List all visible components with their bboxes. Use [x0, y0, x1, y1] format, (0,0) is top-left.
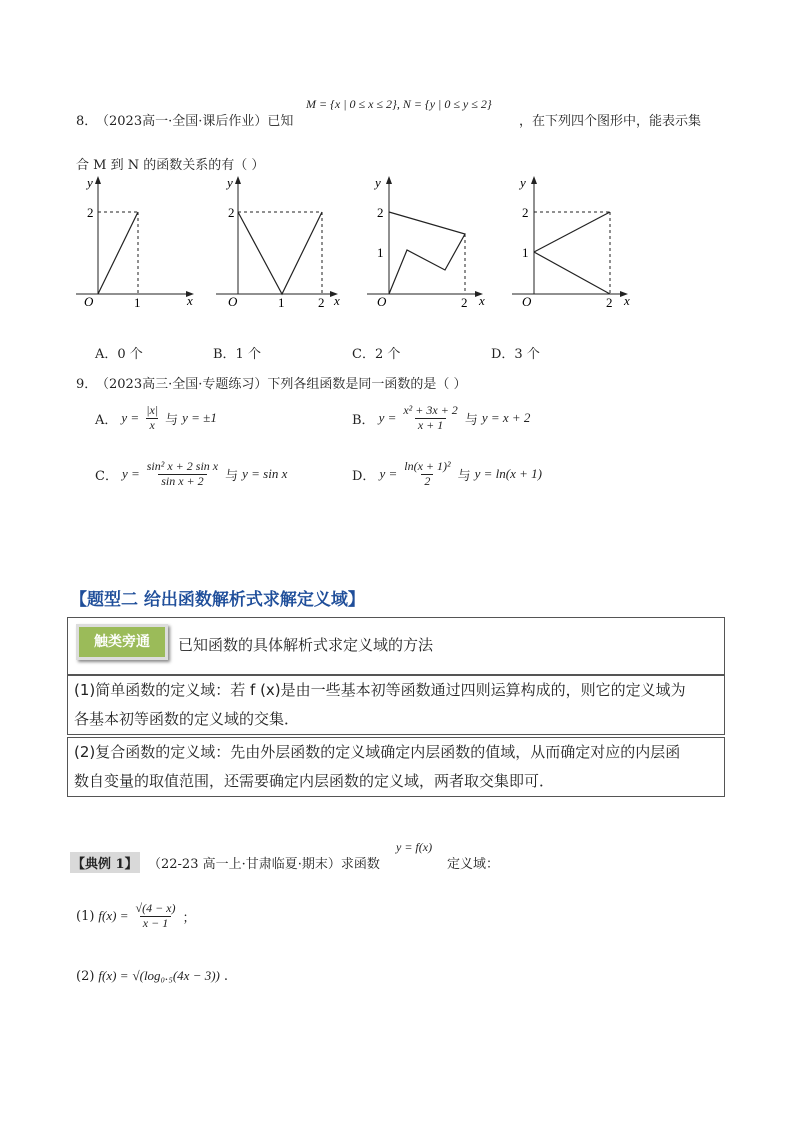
graph-c-origin: O [377, 294, 387, 307]
graph-b-y-label: y [227, 175, 233, 190]
section-title: 【题型二 给出函数解析式求解定义域】 [70, 590, 365, 610]
graph-a-origin: O [84, 294, 94, 307]
graph-d [500, 172, 640, 307]
q9-a-mid: 与 [165, 412, 179, 428]
q9-b-rhs: y = x + 2 [481, 410, 531, 426]
q9-d-mid: 与 [457, 468, 471, 484]
example-part-2 [76, 968, 228, 984]
graph-c-tick-2x: 2 [461, 295, 468, 307]
q9-option-a[interactable] [95, 404, 217, 433]
tip-header-box [67, 617, 725, 675]
q9-b-denominator: x + 1 [415, 418, 446, 433]
example-source: （22-23 高一上·甘肃临夏·期末）求函数 [148, 857, 380, 872]
part1-numerator: √(4 − x) [135, 901, 176, 915]
q9-c-label: C． [95, 468, 118, 484]
tip-paragraph-1 [67, 675, 725, 735]
q8-text-tail: ，在下列四个图形中，能表示集 [519, 114, 702, 129]
q8-source: （2023高一·全国·课后作业）已知 [96, 114, 294, 129]
q8-option-d[interactable]: D．3 个 [491, 347, 540, 362]
graph-a-tick-2: 2 [87, 205, 94, 220]
tip-p2-line1: (2)复合函数的定义域：先由外层函数的定义域确定内层函数的值域，从而确定对应的内层函 [74, 743, 681, 761]
q8-text-line2: 合 M 到 N 的函数关系的有（ ） [76, 158, 265, 173]
q9-option-d[interactable] [352, 460, 542, 489]
tip-paragraph-2 [67, 737, 725, 797]
q9-a-rhs: y = ±1 [182, 410, 217, 426]
part2-expr: √(log₀.₅(4x − 3)) [132, 968, 220, 983]
graph-d-tick-2: 2 [522, 205, 529, 220]
graph-b-x-label: x [334, 293, 340, 307]
graph-c [355, 172, 495, 307]
q9-number: 9． [76, 377, 98, 392]
part2-end: . [223, 968, 229, 984]
q9-option-b[interactable] [352, 404, 530, 433]
part2-label: (2) [76, 968, 95, 984]
tip-p2-line2: 数自变量的取值范围，还需要确定内层函数的定义域，两者取交集即可． [74, 772, 555, 790]
example-tail: 定义域： [447, 857, 500, 872]
q9-text: （2023高三·全国·专题练习）下列各组函数是同一函数的是（ ） [96, 377, 467, 392]
example-func: y = f(x) [396, 840, 433, 854]
graph-c-tick-1: 1 [377, 245, 384, 260]
graph-d-y-label: y [520, 175, 526, 190]
tip-badge: 触类旁通 [76, 624, 168, 660]
q9-d-rhs: y = ln(x + 1) [474, 466, 542, 482]
q9-d-label: D． [352, 468, 376, 484]
q9-d-denominator: 2 [421, 474, 433, 489]
graph-b-origin: O [228, 294, 238, 307]
graph-d-x-label: x [624, 293, 630, 307]
part2-lhs: f(x) = [98, 968, 129, 983]
part1-lhs: f(x) = [98, 908, 129, 924]
q9-d-numerator: ln(x + 1)² [404, 459, 451, 473]
graph-b [210, 172, 350, 307]
q9-c-numerator: sin² x + 2 sin x [146, 459, 219, 473]
q8-option-b[interactable]: B．1 个 [213, 347, 261, 362]
graph-b-tick-2x: 2 [318, 295, 325, 307]
q9-b-numerator: x² + 3x + 2 [403, 403, 458, 417]
part1-end: ； [182, 910, 196, 926]
graph-b-tick-2: 2 [228, 205, 235, 220]
graph-a-tick-1: 1 [134, 295, 141, 307]
part1-denominator: x − 1 [140, 916, 171, 931]
graph-a-y-label: y [87, 175, 93, 190]
q9-c-mid: 与 [225, 468, 239, 484]
q9-b-label: B． [352, 412, 375, 428]
q9-option-c[interactable] [95, 460, 287, 489]
q8-set-definition: M = {x | 0 ≤ x ≤ 2}, N = {y | 0 ≤ y ≤ 2} [306, 97, 492, 111]
q9-a-label: A． [95, 412, 118, 428]
graph-d-tick-1: 1 [522, 245, 529, 260]
graph-d-origin: O [522, 294, 532, 307]
part1-label: (1) [76, 908, 95, 924]
q9-b-lhs: y = [378, 410, 397, 426]
graph-a-x-label: x [187, 293, 193, 307]
q9-b-mid: 与 [464, 412, 478, 428]
graph-c-x-label: x [479, 293, 485, 307]
q8-option-c[interactable]: C．2 个 [352, 347, 401, 362]
q9-c-lhs: y = [121, 466, 140, 482]
tip-p1-line2: 各基本初等函数的定义域的交集． [74, 710, 300, 728]
tip-heading: 已知函数的具体解析式求定义域的方法 [178, 636, 434, 654]
example-part-1 [76, 902, 196, 931]
q8-number: 8． [76, 114, 98, 129]
q9-a-lhs: y = [121, 410, 140, 426]
graph-b-tick-1: 1 [278, 295, 285, 307]
example-tag: 【典例 1】 [70, 852, 140, 873]
q9-d-lhs: y = [379, 466, 398, 482]
q8-option-a[interactable]: A．0 个 [95, 347, 143, 362]
q9-a-denominator: x [146, 418, 157, 433]
graph-a [70, 172, 205, 307]
graph-c-y-label: y [375, 175, 381, 190]
q9-c-denominator: sin x + 2 [158, 474, 206, 489]
q9-c-rhs: y = sin x [242, 466, 288, 482]
graph-d-tick-2x: 2 [606, 295, 613, 307]
graph-c-tick-2: 2 [377, 205, 384, 220]
tip-p1-line1: (1)简单函数的定义域：若 f (x)是由一些基本初等函数通过四则运算构成的，则它的定义域为 [74, 681, 686, 699]
q9-a-numerator: |x| [146, 403, 159, 417]
